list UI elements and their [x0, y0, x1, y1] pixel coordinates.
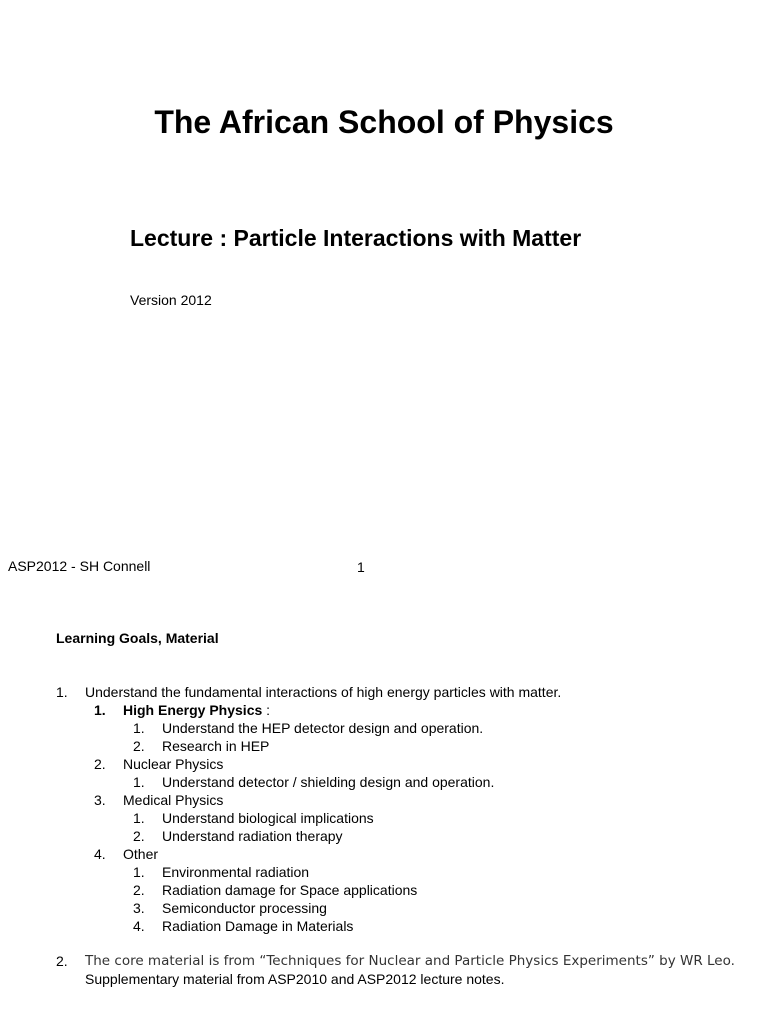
list-number: 1. — [94, 702, 106, 718]
list-text-suffix: : — [262, 702, 271, 718]
list-number: 1. — [133, 774, 145, 790]
list-number: 4. — [94, 846, 106, 862]
list-text: Medical Physics — [123, 792, 224, 808]
list-number: 1. — [133, 810, 145, 826]
list-number: 4. — [133, 918, 145, 934]
list-number: 1. — [133, 864, 145, 880]
list-text — [123, 702, 270, 719]
list-text: Understand radiation therapy — [162, 828, 343, 844]
list-text: Nuclear Physics — [123, 756, 224, 772]
list-number: 2. — [133, 738, 145, 754]
list-text: Understand biological implications — [162, 810, 374, 826]
list-number: 1. — [56, 684, 68, 700]
list-number: 2. — [133, 882, 145, 898]
list-text-bold: High Energy Physics — [123, 702, 263, 718]
list-number: 2. — [56, 953, 68, 969]
list-text: Understand the fundamental interactions of high energy particles with matter. — [85, 684, 562, 700]
lecture-title: Lecture : Particle Interactions with Matter — [130, 225, 582, 251]
list-text: Environmental radiation — [162, 864, 310, 880]
list-text: Understand the HEP detector design and operation. — [162, 720, 484, 736]
list-text: Radiation Damage in Materials — [162, 918, 354, 934]
list-text: Research in HEP — [162, 738, 270, 754]
list-text: Other — [123, 846, 159, 862]
page-number: 1 — [357, 559, 365, 575]
list-text: The core material is from “Techniques for Nuclear and Particle Physics Experiments” by WR Leo. — [85, 953, 735, 969]
list-text: Understand detector / shielding design and operation. — [162, 774, 495, 790]
list-number: 2. — [133, 828, 145, 844]
document-title: The African School of Physics — [154, 104, 614, 140]
list-number: 3. — [133, 900, 145, 916]
list-text: Supplementary material from ASP2010 and ASP2012 lecture notes. — [85, 971, 505, 987]
footer-author: ASP2012 - SH Connell — [8, 558, 151, 574]
version-label: Version 2012 — [130, 292, 212, 308]
list-text: Radiation damage for Space applications — [162, 882, 418, 898]
section-heading: Learning Goals, Material — [56, 630, 219, 646]
list-number: 2. — [94, 756, 106, 772]
list-text: Semiconductor processing — [162, 900, 327, 916]
list-number: 1. — [133, 720, 145, 736]
list-number: 3. — [94, 792, 106, 808]
